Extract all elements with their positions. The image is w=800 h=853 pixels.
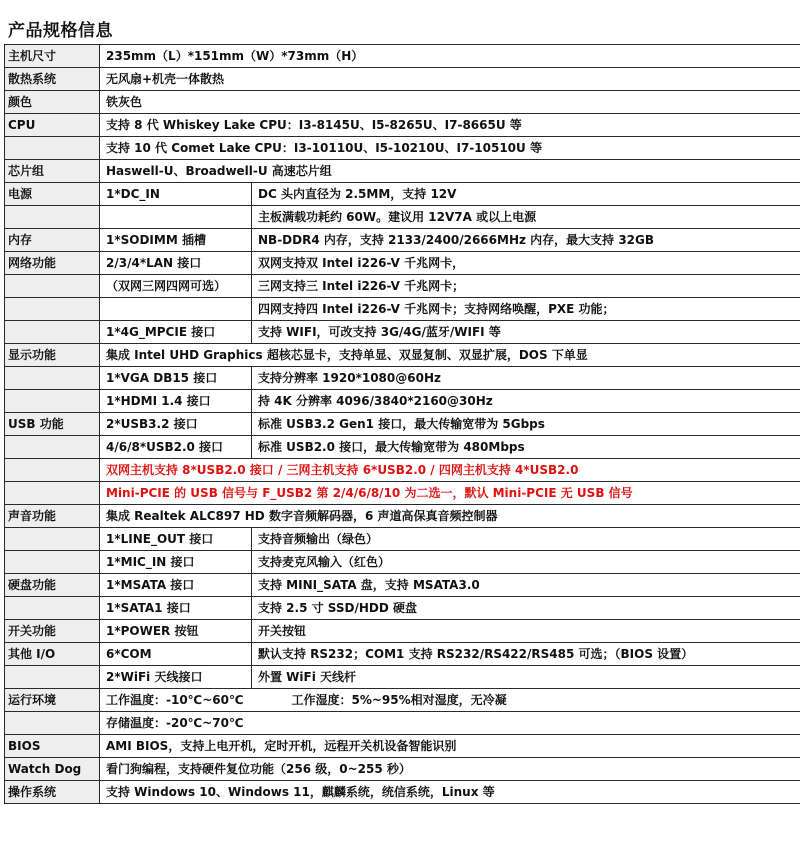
spec-port: 1*POWER 按钮 (100, 620, 252, 643)
spec-description: 支持分辨率 1920*1080@60Hz (252, 367, 800, 390)
spec-value: 支持 8 代 Whiskey Lake CPU：I3-8145U、I5-8265U、I7-8665U 等 (100, 114, 800, 137)
category-size: 主机尺寸 (5, 45, 100, 68)
category-usb: USB 功能 (5, 413, 100, 436)
spec-value: 双网主机支持 8*USB2.0 接口 / 三网主机支持 6*USB2.0 / 四网主机支持 4*USB2.0 (100, 459, 800, 482)
spec-port: 2/3/4*LAN 接口 (100, 252, 252, 275)
spec-description: 双网支持双 Intel i226-V 千兆网卡， (252, 252, 800, 275)
page-title: 产品规格信息 (8, 21, 113, 41)
spec-description: 外置 WiFi 天线杆 (252, 666, 800, 689)
spec-port: 1*SODIMM 插槽 (100, 229, 252, 252)
category-empty (5, 321, 100, 344)
category-storage: 硬盘功能 (5, 574, 100, 597)
spec-row (5, 505, 800, 528)
spec-value: 工作温度：-10℃~60℃ 工作湿度：5%~95%相对湿度，无冷凝 (100, 689, 800, 712)
spec-row (5, 597, 800, 620)
spec-value: 存储温度：-20℃~70℃ (100, 712, 800, 735)
spec-description: 支持 WIFI，可改支持 3G/4G/蓝牙/WIFI 等 (252, 321, 800, 344)
category-empty (5, 459, 100, 482)
spec-row (5, 45, 800, 68)
spec-row (5, 344, 800, 367)
spec-port (100, 298, 252, 321)
spec-port: 1*MSATA 接口 (100, 574, 252, 597)
spec-row (5, 735, 800, 758)
spec-value: 无风扇+机壳一体散热 (100, 68, 800, 91)
spec-port: 1*4G_MPCIE 接口 (100, 321, 252, 344)
spec-row (5, 68, 800, 91)
category-cpu: CPU (5, 114, 100, 137)
category-power: 电源 (5, 183, 100, 206)
category-memory: 内存 (5, 229, 100, 252)
category-empty (5, 482, 100, 505)
spec-row (5, 712, 800, 735)
category-empty (5, 367, 100, 390)
spec-value: 看门狗编程，支持硬件复位功能（256 级，0~255 秒） (100, 758, 800, 781)
spec-description: 默认支持 RS232；COM1 支持 RS232/RS422/RS485 可选；（BIOS 设置） (252, 643, 800, 666)
spec-row (5, 620, 800, 643)
spec-row (5, 574, 800, 597)
spec-description: 开关按钮 (252, 620, 800, 643)
spec-description: 支持音频输出（绿色） (252, 528, 800, 551)
category-empty (5, 137, 100, 160)
spec-row (5, 758, 800, 781)
spec-port: 1*SATA1 接口 (100, 597, 252, 620)
spec-value: 集成 Realtek ALC897 HD 数字音频解码器，6 声道高保真音频控制器 (100, 505, 800, 528)
spec-row (5, 781, 800, 804)
spec-description: 标准 USB3.2 Gen1 接口，最大传输宽带为 5Gbps (252, 413, 800, 436)
spec-description: 支持 2.5 寸 SSD/HDD 硬盘 (252, 597, 800, 620)
spec-value: AMI BIOS，支持上电开机，定时开机，远程开关机设备智能识别 (100, 735, 800, 758)
category-empty (5, 206, 100, 229)
category-empty (5, 551, 100, 574)
category-empty (5, 298, 100, 321)
spec-port: 4/6/8*USB2.0 接口 (100, 436, 252, 459)
spec-value: Haswell-U、Broadwell-U 高速芯片组 (100, 160, 800, 183)
spec-value: 集成 Intel UHD Graphics 超核芯显卡，支持单显、双显复制、双显扩展，DOS 下单显 (100, 344, 800, 367)
spec-row (5, 689, 800, 712)
spec-row (5, 528, 800, 551)
spec-port: 6*COM (100, 643, 252, 666)
spec-value: 235mm（L）*151mm（W）*73mm（H） (100, 45, 800, 68)
spec-row (5, 114, 800, 137)
spec-port: 2*USB3.2 接口 (100, 413, 252, 436)
spec-table (4, 44, 800, 804)
spec-row (5, 252, 800, 275)
spec-row (5, 206, 800, 229)
category-empty (5, 712, 100, 735)
spec-row (5, 91, 800, 114)
category-bios: BIOS (5, 735, 100, 758)
category-audio: 声音功能 (5, 505, 100, 528)
spec-description: 持 4K 分辨率 4096/3840*2160@30Hz (252, 390, 800, 413)
spec-port: 1*VGA DB15 接口 (100, 367, 252, 390)
spec-row (5, 459, 800, 482)
spec-value: 支持 Windows 10、Windows 11，麒麟系统，统信系统，Linux 等 (100, 781, 800, 804)
spec-description: 支持 MINI_SATA 盘，支持 MSATA3.0 (252, 574, 800, 597)
spec-port: （双网三网四网可选） (100, 275, 252, 298)
spec-port: 1*HDMI 1.4 接口 (100, 390, 252, 413)
spec-row (5, 183, 800, 206)
spec-row (5, 666, 800, 689)
spec-port: 2*WiFi 天线接口 (100, 666, 252, 689)
spec-value: 支持 10 代 Comet Lake CPU：I3-10110U、I5-10210U、I7-10510U 等 (100, 137, 800, 160)
category-watchdog: Watch Dog (5, 758, 100, 781)
spec-row (5, 390, 800, 413)
spec-row (5, 482, 800, 505)
category-empty (5, 666, 100, 689)
category-display: 显示功能 (5, 344, 100, 367)
spec-description: 支持麦克风输入（红色） (252, 551, 800, 574)
spec-port: 1*LINE_OUT 接口 (100, 528, 252, 551)
category-empty (5, 275, 100, 298)
spec-value: 铁灰色 (100, 91, 800, 114)
category-empty (5, 597, 100, 620)
spec-row (5, 321, 800, 344)
spec-value: Mini-PCIE 的 USB 信号与 F_USB2 第 2/4/6/8/10 为二选一，默认 Mini-PCIE 无 USB 信号 (100, 482, 800, 505)
spec-description: 三网支持三 Intel i226-V 千兆网卡； (252, 275, 800, 298)
spec-row (5, 160, 800, 183)
spec-row (5, 413, 800, 436)
spec-description: DC 头内直径为 2.5MM，支持 12V (252, 183, 800, 206)
spec-description: 标准 USB2.0 接口，最大传输宽带为 480Mbps (252, 436, 800, 459)
spec-row (5, 137, 800, 160)
category-cooling: 散热系统 (5, 68, 100, 91)
category-empty (5, 390, 100, 413)
category-other-io: 其他 I/O (5, 643, 100, 666)
category-empty (5, 528, 100, 551)
category-environment: 运行环境 (5, 689, 100, 712)
category-switch: 开关功能 (5, 620, 100, 643)
spec-row (5, 367, 800, 390)
spec-row (5, 551, 800, 574)
category-empty (5, 436, 100, 459)
spec-row (5, 643, 800, 666)
spec-row (5, 229, 800, 252)
spec-row (5, 275, 800, 298)
category-chipset: 芯片组 (5, 160, 100, 183)
spec-port: 1*DC_IN (100, 183, 252, 206)
category-os: 操作系统 (5, 781, 100, 804)
category-network: 网络功能 (5, 252, 100, 275)
spec-description: 四网支持四 Intel i226-V 千兆网卡；支持网络唤醒，PXE 功能； (252, 298, 800, 321)
spec-description: NB-DDR4 内存，支持 2133/2400/2666MHz 内存，最大支持 32GB (252, 229, 800, 252)
spec-description: 主板满载功耗约 60W。建议用 12V7A 或以上电源 (252, 206, 800, 229)
spec-row (5, 436, 800, 459)
spec-row (5, 298, 800, 321)
spec-port (100, 206, 252, 229)
spec-port: 1*MIC_IN 接口 (100, 551, 252, 574)
category-color: 颜色 (5, 91, 100, 114)
